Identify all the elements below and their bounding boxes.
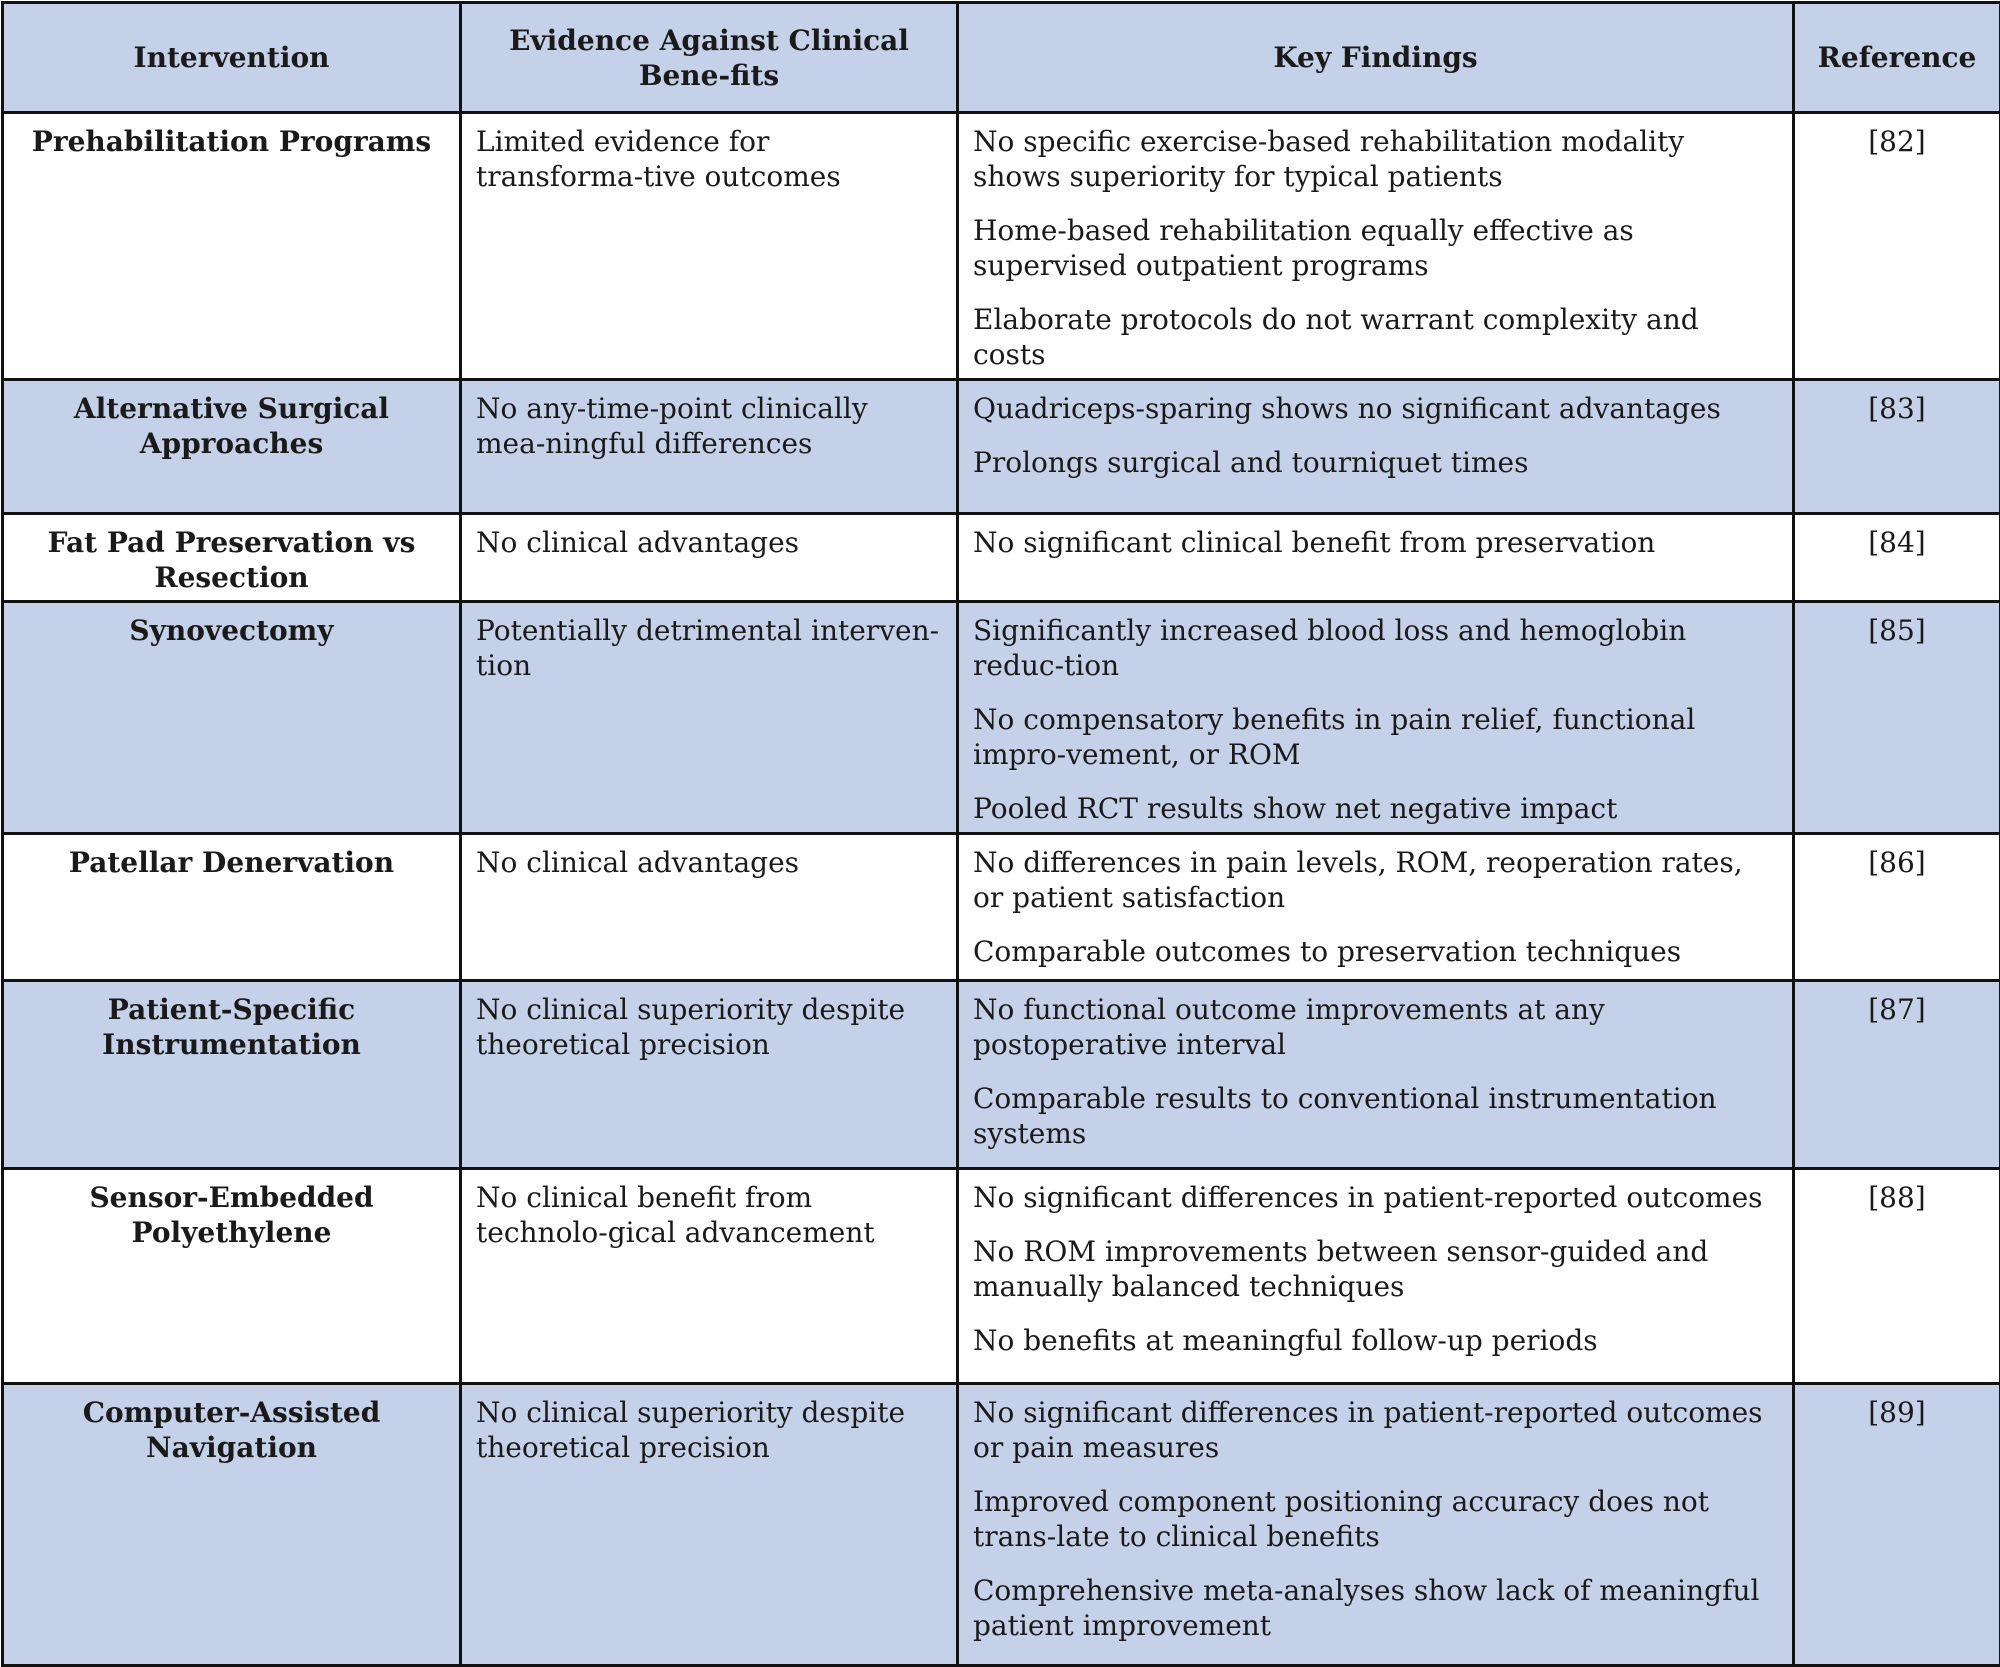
table-row bbox=[3, 380, 2000, 514]
key-finding: No functional outcome improvements at any postoperative interval bbox=[973, 992, 1778, 1062]
header-intervention: Intervention bbox=[3, 3, 461, 113]
intervention-cell: Sensor-Embedded Polyethylene bbox=[3, 1169, 461, 1384]
key-finding: Comprehensive meta-analyses show lack of meaningful patient improvement bbox=[973, 1573, 1778, 1643]
header-key-findings: Key Findings bbox=[958, 3, 1794, 113]
intervention-cell: Fat Pad Preservation vs Resection bbox=[3, 514, 461, 602]
reference-cell: [85] bbox=[1794, 602, 2000, 834]
reference-cell: [82] bbox=[1794, 113, 2000, 380]
key-finding: No specific exercise-based rehabilitation modality shows superiority for typical patients bbox=[973, 124, 1778, 194]
intervention-cell: Alternative Surgical Approaches bbox=[3, 380, 461, 514]
reference-cell: [87] bbox=[1794, 981, 2000, 1169]
table-row bbox=[3, 113, 2000, 380]
intervention-cell: Patient-Specific Instrumentation bbox=[3, 981, 461, 1169]
intervention-cell: Computer-Assisted Navigation bbox=[3, 1384, 461, 1666]
table-row bbox=[3, 834, 2000, 981]
evidence-cell: Potentially detrimental interven-tion bbox=[461, 602, 958, 834]
key-finding: No ROM improvements between sensor-guided and manually balanced techniques bbox=[973, 1234, 1778, 1304]
key-finding: Significantly increased blood loss and hemoglobin reduc-tion bbox=[973, 613, 1778, 683]
evidence-cell: No clinical benefit from technolo-gical advancement bbox=[461, 1169, 958, 1384]
key-finding: Pooled RCT results show net negative impact bbox=[973, 791, 1778, 826]
key-findings-cell bbox=[958, 602, 1794, 834]
reference-cell: [86] bbox=[1794, 834, 2000, 981]
key-finding: Home-based rehabilitation equally effective as supervised outpatient programs bbox=[973, 213, 1778, 283]
table-row bbox=[3, 514, 2000, 602]
key-findings-cell bbox=[958, 981, 1794, 1169]
header-row bbox=[3, 3, 2000, 113]
key-finding: No benefits at meaningful follow-up periods bbox=[973, 1323, 1778, 1358]
intervention-cell: Prehabilitation Programs bbox=[3, 113, 461, 380]
key-finding: Comparable results to conventional instrumentation systems bbox=[973, 1081, 1778, 1151]
key-finding: No significant differences in patient-reported outcomes or pain measures bbox=[973, 1395, 1778, 1465]
key-findings-cell bbox=[958, 514, 1794, 602]
table-row bbox=[3, 981, 2000, 1169]
key-finding: Quadriceps-sparing shows no significant advantages bbox=[973, 391, 1778, 426]
evidence-cell: Limited evidence for transforma-tive outcomes bbox=[461, 113, 958, 380]
evidence-cell: No clinical superiority despite theoretical precision bbox=[461, 1384, 958, 1666]
table-row bbox=[3, 602, 2000, 834]
key-findings-cell bbox=[958, 834, 1794, 981]
reference-cell: [88] bbox=[1794, 1169, 2000, 1384]
evidence-table bbox=[1, 1, 2000, 1667]
reference-cell: [89] bbox=[1794, 1384, 2000, 1666]
key-finding: Elaborate protocols do not warrant complexity and costs bbox=[973, 302, 1778, 372]
key-finding: No significant differences in patient-reported outcomes bbox=[973, 1180, 1778, 1215]
key-finding: Comparable outcomes to preservation techniques bbox=[973, 934, 1778, 969]
intervention-cell: Patellar Denervation bbox=[3, 834, 461, 981]
header-reference: Reference bbox=[1794, 3, 2000, 113]
evidence-cell: No clinical superiority despite theoretical precision bbox=[461, 981, 958, 1169]
reference-cell: [83] bbox=[1794, 380, 2000, 514]
table-body bbox=[3, 113, 2000, 1666]
evidence-cell: No clinical advantages bbox=[461, 834, 958, 981]
table-row bbox=[3, 1169, 2000, 1384]
header-evidence: Evidence Against Clinical Bene-fits bbox=[461, 3, 958, 113]
key-finding: No differences in pain levels, ROM, reoperation rates, or patient satisfaction bbox=[973, 845, 1778, 915]
key-findings-cell bbox=[958, 113, 1794, 380]
evidence-cell: No clinical advantages bbox=[461, 514, 958, 602]
key-finding: Prolongs surgical and tourniquet times bbox=[973, 445, 1778, 480]
evidence-cell: No any-time-point clinically mea-ningful differences bbox=[461, 380, 958, 514]
key-finding: No significant clinical benefit from preservation bbox=[973, 525, 1778, 560]
reference-cell: [84] bbox=[1794, 514, 2000, 602]
key-findings-cell bbox=[958, 1384, 1794, 1666]
key-findings-cell bbox=[958, 1169, 1794, 1384]
key-findings-cell bbox=[958, 380, 1794, 514]
table-row bbox=[3, 1384, 2000, 1666]
key-finding: No compensatory benefits in pain relief, functional impro-vement, or ROM bbox=[973, 702, 1778, 772]
intervention-cell: Synovectomy bbox=[3, 602, 461, 834]
key-finding: Improved component positioning accuracy does not trans-late to clinical benefits bbox=[973, 1484, 1778, 1554]
